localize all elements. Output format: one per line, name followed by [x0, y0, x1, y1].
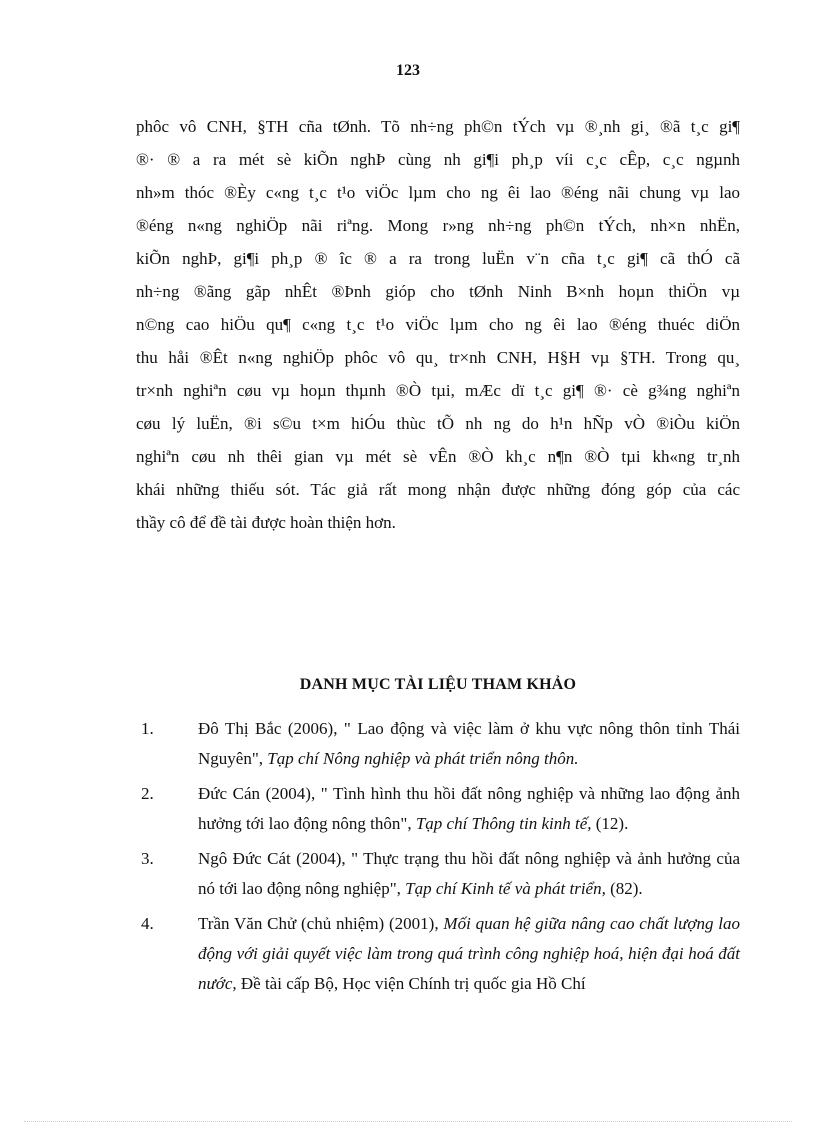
reference-authors: Trần Văn Chử (chủ nhiệm) (2001), — [198, 914, 444, 933]
reference-item — [136, 779, 740, 839]
reference-number: 1. — [141, 719, 154, 738]
body-line: kiÕn nghÞ, gi¶i ph¸p ® îc ® a ra trong luËn v¨n cña t¸c gi¶ cã thÓ cã — [136, 249, 740, 268]
body-line: nghiªn cøu nh thêi gian vµ mét sè vÊn ®Ò kh¸c n¶n ®Ò tµi kh«ng tr¸nh — [136, 447, 740, 466]
reference-tail: (82). — [605, 879, 643, 898]
reference-number: 3. — [141, 849, 154, 868]
body-line: tr×nh nghiªn cøu vµ hoµn thµnh ®Ò tµi, mÆc dï t¸c gi¶ ®· cè g¾ng nghiªn — [136, 381, 740, 400]
reference-tail: Đề tài cấp Bộ, Học viện Chính trị quốc gia Hồ Chí — [236, 974, 586, 993]
reference-item — [136, 714, 740, 774]
reference-item — [136, 909, 740, 999]
reference-source: Tạp chí Nông nghiệp và phát triển nông thôn. — [267, 749, 579, 768]
body-line: cøu lý luËn, ®i s©u t×m hiÓu thùc tÕ nh ng do h¹n hÑp vÒ ®iÒu kiÖn — [136, 414, 740, 433]
reference-source: Tạp chí Thông tin kinh tế, — [415, 814, 592, 833]
reference-item — [136, 844, 740, 904]
body-paragraph — [136, 110, 740, 539]
body-line: thu håi ®Êt n«ng nghiÖp phôc vô qu¸ tr×nh CNH, H§H vµ §TH. Trong qu¸ — [136, 348, 740, 367]
body-line: ®éng n«ng nghiÖp nãi riªng. Mong r»ng nh÷ng ph©n tÝch, nh×n nhËn, — [136, 216, 740, 235]
reference-authors: Ngô Đức Cát (2004), " Thực trạng thu hồi đất nông nghiệp và ảnh hưởng của nó tới lao động nông nghiệp", — [198, 849, 740, 898]
body-line: n©ng cao hiÖu qu¶ c«ng t¸c t¹o viÖc lµm cho ng êi lao ®éng thuéc diÖn — [136, 315, 740, 334]
body-line: khái những thiếu sót. Tác giả rất mong nhận được những đóng góp của các — [136, 480, 740, 499]
reference-source: Tạp chí Kinh tế và phát triển, — [405, 879, 606, 898]
reference-authors: Đức Cán (2004), " Tình hình thu hồi đất nông nghiệp và những lao động ảnh hưởng tới lao động nông thôn", — [198, 784, 740, 833]
references-title: DANH MỤC TÀI LIỆU THAM KHẢO — [299, 676, 577, 693]
body-line: nh»m thóc ®Èy c«ng t¸c t¹o viÖc lµm cho ng êi lao ®éng nãi chung vµ lao — [136, 183, 740, 202]
reference-authors: Đô Thị Bắc (2006), " Lao động và việc làm ở khu vực nông thôn tỉnh Thái Nguyên", — [198, 719, 740, 768]
page-number: 123 — [396, 62, 420, 79]
reference-number: 4. — [141, 914, 154, 933]
reference-tail: (12). — [591, 814, 629, 833]
body-line: phôc vô CNH, §TH cña tØnh. Tõ nh÷ng ph©n tÝch vµ ®¸nh gi¸ ®ã t¸c gi¶ — [136, 117, 740, 136]
reference-source: Mối quan hệ giữa nâng cao chất lượng lao động với giải quyết việc làm trong quá trình công nghiệp hoá, hiện đại hoá đất nước, — [198, 914, 741, 993]
page-bottom-border — [24, 1121, 792, 1122]
reference-number: 2. — [141, 784, 154, 803]
body-line: ®· ® a ra mét sè kiÕn nghÞ cùng nh gi¶i ph¸p víi c¸c cÊp, c¸c ngµnh — [136, 150, 740, 169]
body-line: thầy cô để đề tài được hoàn thiện hơn. — [136, 513, 396, 532]
body-line: nh÷ng ®ãng gãp nhÊt ®Þnh gióp cho tØnh Ninh B×nh hoµn thiÖn vµ — [136, 282, 740, 301]
reference-list — [136, 714, 740, 1004]
